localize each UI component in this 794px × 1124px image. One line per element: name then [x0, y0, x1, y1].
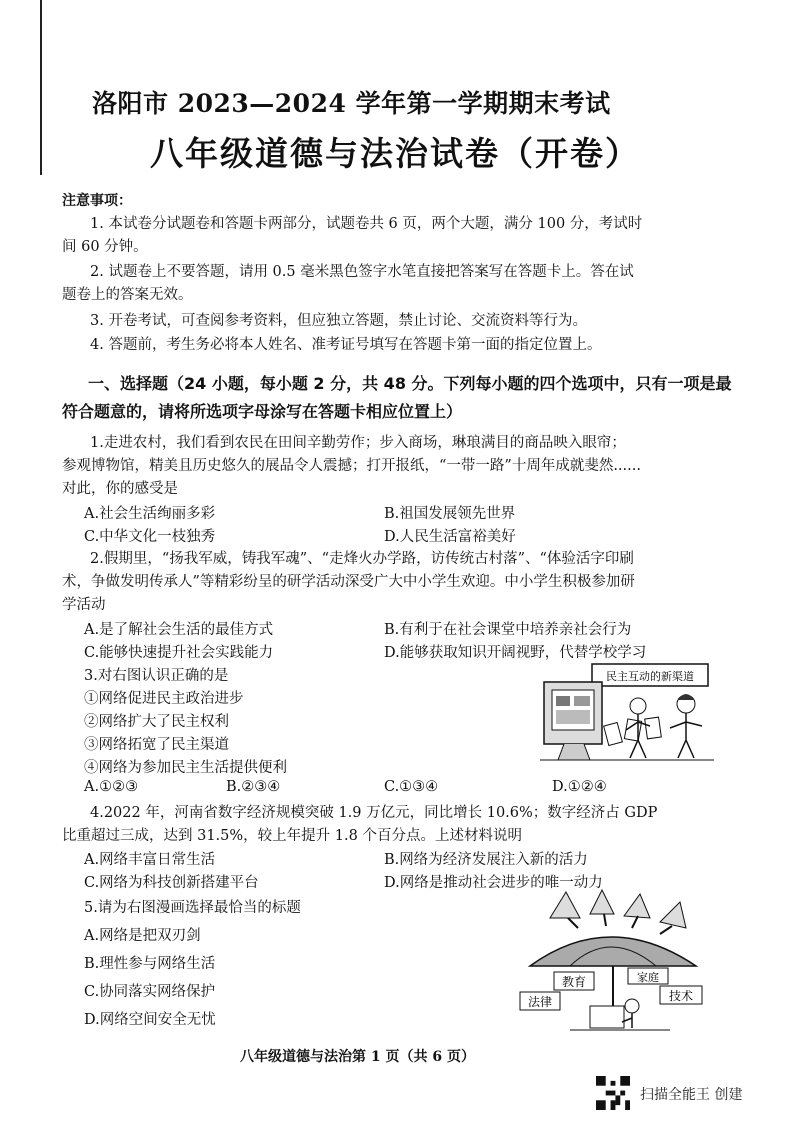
paper-title: 八年级道德与法治试卷（开卷）: [150, 134, 640, 173]
question-4-option-a: A.网络丰富日常生活: [84, 852, 216, 868]
question-1-option-b: B.祖国发展领先世界: [384, 506, 516, 522]
cartoon-caption: 民主互动的新渠道: [606, 670, 694, 683]
question-4-option-c: C.网络为科技创新搭建平台: [84, 875, 259, 891]
question-4-option-b: B.网络为经济发展注入新的活力: [384, 852, 588, 868]
notice-item-2-line1: 2. 试题卷上不要答题，请用 0.5 毫米黑色签字水笔直接把答案写在答题卡上。答在试: [90, 264, 634, 280]
question-2-line3: 学活动: [62, 597, 106, 613]
democracy-channel-cartoon: [534, 660, 720, 770]
question-1-option-c: C.中华文化一枝独秀: [84, 529, 216, 545]
question-1-line1: 1.走进农村，我们看到农民在田间辛勤劳作；步入商场，琳琅满目的商品映入眼帘；: [90, 435, 626, 451]
question-2-line1: 2.假期里，“扬我军威，铸我军魂”、“走烽火办学路，访传统古村落”、“体验活字印刷: [90, 551, 634, 567]
question-4-option-d: D.网络是推动社会进步的唯一动力: [384, 875, 603, 891]
question-1-line3: 对此，你的感受是: [62, 481, 178, 497]
label-family: 家庭: [637, 971, 659, 984]
section-heading: [62, 370, 742, 426]
label-education: 教育: [561, 975, 587, 989]
page-footer: 八年级道德与法治第 1 页（共 6 页）: [240, 1049, 475, 1065]
question-2-option-c: C.能够快速提升社会实践能力: [84, 645, 274, 661]
question-1-line2: 参观博物馆，精美且历史悠久的展品令人震撼；打开报纸，“一带一路”十周年成就斐然......: [62, 458, 641, 474]
question-3-option-b: B.②③④: [226, 779, 281, 795]
label-law: 法律: [527, 995, 553, 1009]
label-technology: 技术: [668, 989, 694, 1003]
question-1-option-a: A.社会生活绚丽多彩: [84, 506, 216, 522]
binding-line: [40, 0, 42, 175]
question-3-option-a: A.①②③: [84, 779, 139, 795]
question-5-option-c: C.协同落实网络保护: [84, 984, 216, 1000]
qr-code-icon: [596, 1076, 630, 1110]
question-3-statement-4: ④网络为参加民主生活提供便利: [84, 760, 287, 776]
question-3-option-c: C.①③④: [384, 779, 439, 795]
notice-item-2: [62, 261, 634, 307]
section-heading-text: 一、选择题（24 小题，每小题 2 分，共 48 分。下列每小题的四个选项中，只有一项是最符合题意的，请将所选项字母涂写在答题卡相应位置上）: [62, 374, 732, 421]
question-3-statement-1: ①网络促进民主政治进步: [84, 691, 244, 707]
question-1-option-d: D.人民生活富裕美好: [384, 529, 516, 545]
question-5-option-b: B.理性参与网络生活: [84, 956, 216, 972]
question-4-line2: 比重超过三成，达到 31.5%，较上年提升 1.8 个百分点。上述材料说明: [62, 828, 522, 844]
question-5-stem: 5.请为右图漫画选择最恰当的标题: [84, 900, 301, 916]
network-protection-cartoon: [510, 888, 710, 1038]
notice-item-1-line2: 间 60 分钟。: [62, 239, 148, 255]
question-4-line1: 4.2022 年，河南省数字经济规模突破 1.9 万亿元，同比增长 10.6%；数字经济占 GDP: [90, 805, 658, 821]
question-3-option-d: D.①②④: [552, 779, 607, 795]
exam-title: 洛阳市 2023—2024 学年第一学期期末考试: [92, 89, 611, 118]
notice-item-4: 4. 答题前，考生务必将本人姓名、准考证号填写在答题卡第一面的指定位置上。: [90, 337, 602, 353]
notice-item-3: 3. 开卷考试，可查阅参考资料，但应独立答题，禁止讨论、交流资料等行为。: [90, 313, 587, 329]
question-2-option-a: A.是了解社会生活的最佳方式: [84, 622, 274, 638]
question-2-line2: 术，争做发明传承人”等精彩纷呈的研学活动深受广大中小学生欢迎。中小学生积极参加研: [62, 574, 635, 590]
notice-item-2-line2: 题卷上的答案无效。: [62, 287, 193, 303]
question-3-stem: 3.对右图认识正确的是: [84, 668, 229, 684]
question-3-statement-2: ②网络扩大了民主权利: [84, 714, 229, 730]
question-3-statement-3: ③网络拓宽了民主渠道: [84, 737, 229, 753]
question-2-stem: [62, 548, 635, 617]
question-5-option-a: A.网络是把双刃剑: [84, 928, 201, 944]
question-4-stem: [62, 802, 657, 848]
question-2-option-b: B.有利于在社会课堂中培养亲社会行为: [384, 622, 632, 638]
scanner-watermark: 扫描全能王 创建: [640, 1087, 743, 1103]
question-1-stem: [62, 432, 641, 501]
notice-heading: 注意事项：: [62, 193, 132, 209]
question-5-option-d: D.网络空间安全无忧: [84, 1012, 216, 1028]
question-2-option-d: D.能够获取知识开阔视野，代替学校学习: [384, 645, 647, 661]
notice-item-1-line1: 1. 本试卷分试题卷和答题卡两部分，试题卷共 6 页，两个大题，满分 100 分，考试时: [90, 216, 643, 232]
notice-item-1: [62, 213, 642, 259]
